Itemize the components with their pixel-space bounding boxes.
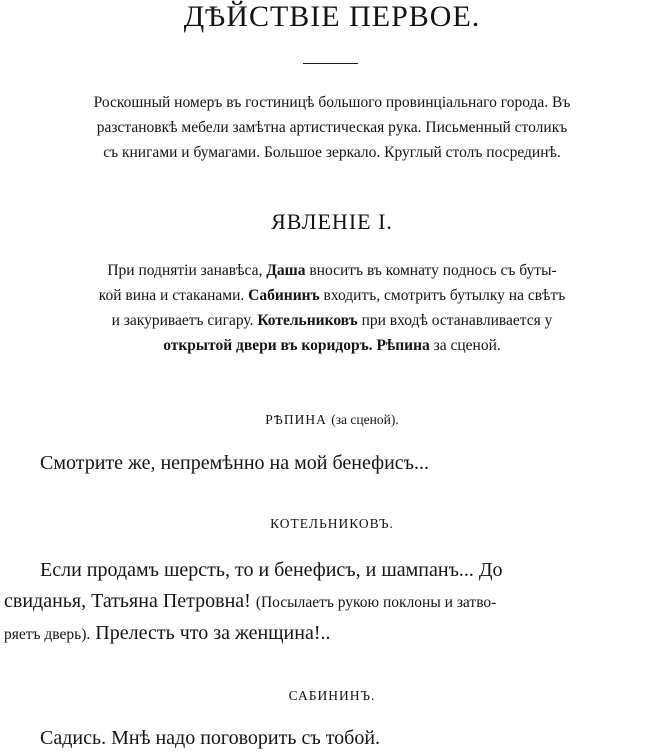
stage-text: при входѣ останавливается у	[357, 312, 553, 329]
speech-line: Садись. Мнѣ надо поговорить съ тобой.	[40, 727, 381, 749]
stage-text: открытой двери въ коридоръ.	[163, 337, 377, 354]
setting-line: Роскошный номеръ въ гостиницѣ большого провинцiальнаго города. Въ	[93, 94, 571, 111]
speech-sabinin	[40, 723, 652, 754]
scene-title: ЯВЛЕНIЕ I.	[271, 209, 393, 234]
speech-line	[4, 618, 652, 650]
stage-line	[6, 283, 658, 308]
speech-line: Если продамъ шерсть, то и бенефисъ, и шампанъ... До	[40, 559, 503, 581]
speech-line: Смотрите же, непремѣнно на мой бенефисъ...	[40, 452, 429, 474]
title-divider	[303, 63, 358, 64]
character-name-sabinin: Сабининъ	[248, 287, 320, 304]
stage-line	[6, 258, 658, 283]
stage-text: за сценой.	[429, 337, 501, 354]
setting-line: разстановкѣ мебели замѣтна артистическая рука. Письменный столикъ	[96, 119, 568, 136]
setting-line: съ книгами и бумагами. Большое зеркало. Круглый столъ посрединѣ.	[103, 144, 561, 161]
stage-text: и закуриваетъ сигару.	[111, 312, 258, 329]
speaker-sabinin: САБИНИНЪ.	[288, 688, 376, 703]
speaker-name: РѢПИНА	[265, 412, 327, 427]
inline-stage-direction: (Посылаетъ рукою поклоны и затво-	[255, 594, 497, 611]
setting-description	[6, 90, 658, 165]
act-title: ДѢЙСТВIЕ ПЕРВОЕ.	[183, 0, 481, 33]
stage-line	[6, 333, 658, 358]
stage-text: При поднятiи занавѣса,	[107, 262, 267, 279]
speaker-repina	[0, 410, 664, 430]
stage-text: кой вина и стаканами.	[98, 287, 249, 304]
stage-text: вноситъ въ комнату поднось съ буты-	[305, 262, 557, 279]
speech-text: свиданья, Татьяна Петровна!	[4, 590, 256, 612]
speech-repina	[40, 448, 652, 479]
speaker-kotelnikov: КОТЕЛЬНИКОВЪ.	[270, 516, 394, 531]
stage-text: входитъ, смотритъ бутылку на свѣтъ	[319, 287, 566, 304]
character-name-repina: Рѣпина	[376, 337, 430, 354]
character-name-dasha: Даша	[266, 262, 306, 279]
stage-line	[6, 308, 658, 333]
stage-direction	[6, 258, 658, 358]
speaker-direction: (за сценой).	[331, 412, 399, 427]
speech-kotelnikov	[4, 555, 652, 650]
speech-line	[4, 586, 652, 618]
inline-stage-direction: ряетъ дверь).	[4, 626, 91, 643]
speech-text: Прелесть что за женщина!..	[90, 622, 331, 644]
character-name-kotelnikov: Котельниковъ	[257, 312, 358, 329]
